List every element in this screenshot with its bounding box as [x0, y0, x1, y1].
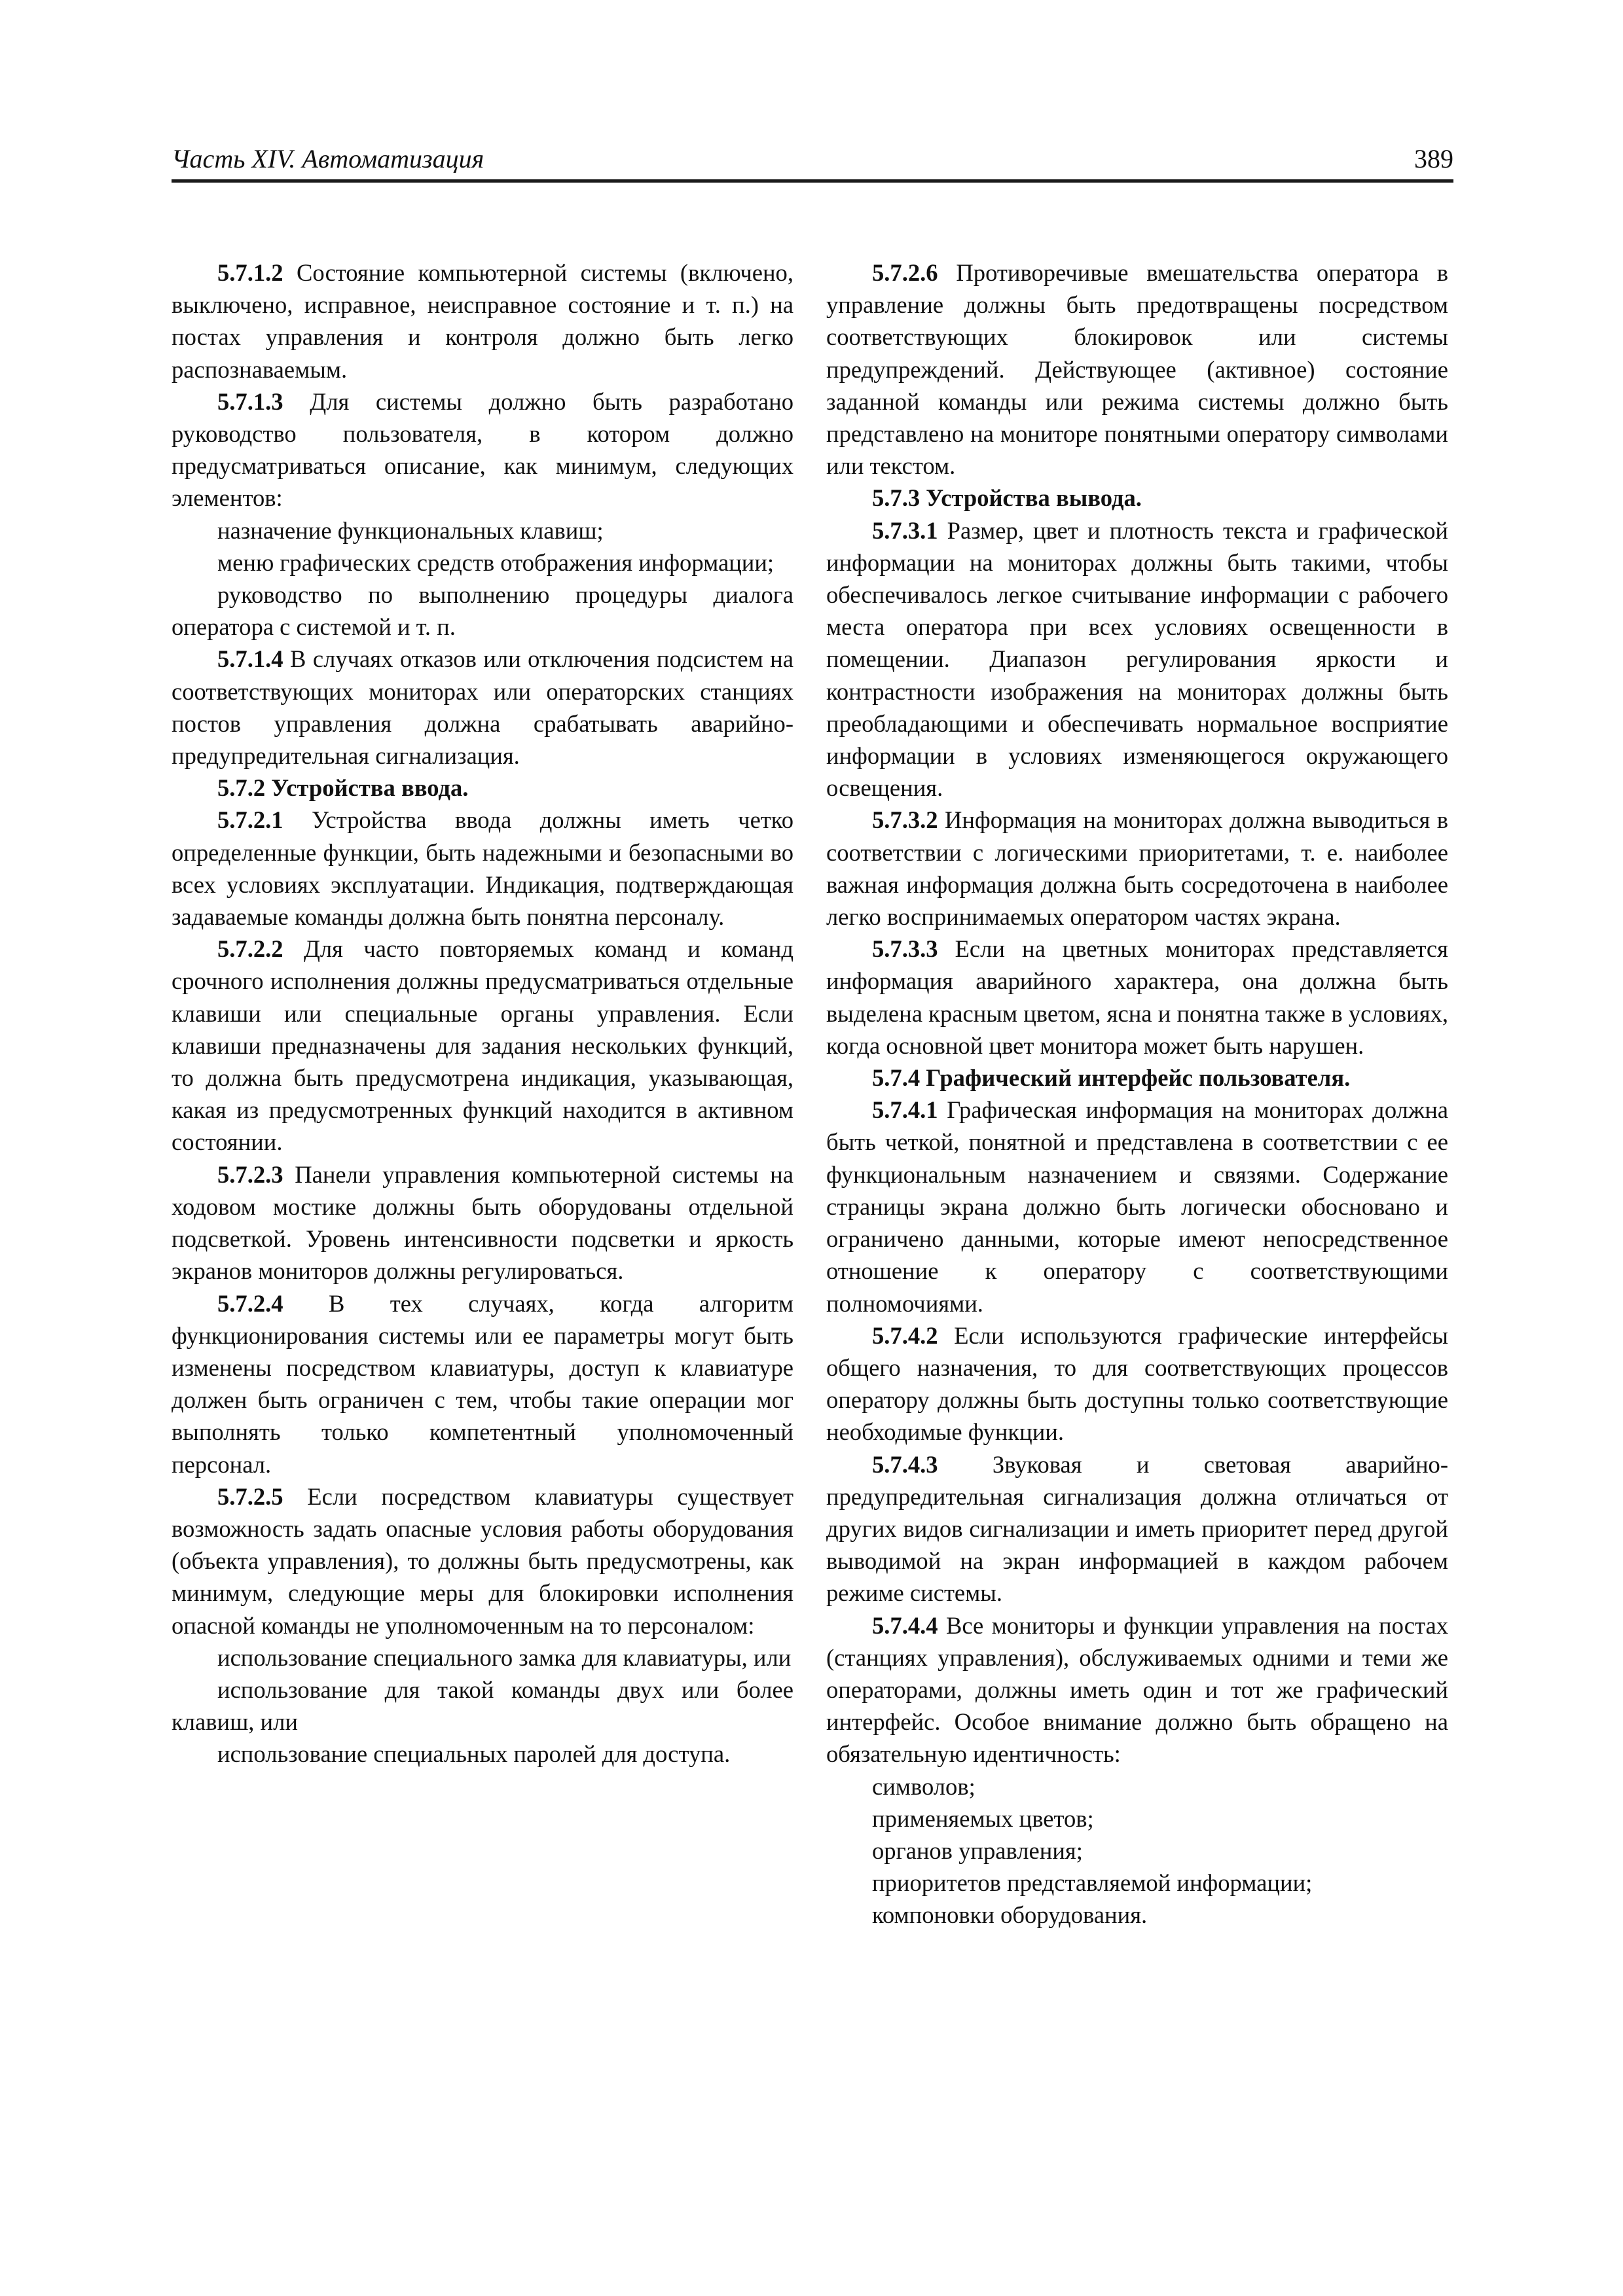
clause-number: 5.7.4.4 — [872, 1611, 938, 1639]
list-item: меню графических средств отображения информации; — [217, 548, 775, 576]
paragraph-5-7-3-2 — [826, 804, 1448, 933]
paragraph-5-7-1-3 — [172, 386, 793, 514]
list-item: использование специального замка для клавиатуры, или — [217, 1643, 792, 1671]
clause-text: Устройства ввода должны иметь четко определенные функции, быть надежными и безопасными во всех условиях эксплуатации. Индикация, подтверждающая задаваемые команды должна быть понятна персоналу. — [172, 806, 793, 931]
paragraph-5-7-4-1 — [826, 1094, 1448, 1319]
paragraph-5-7-2-5 — [172, 1480, 793, 1641]
clause-text: Если посредством клавиатуры существует возможность задать опасные условия работы оборудования (объекта управления), то должны быть предусмотрены, как минимум, следующие меры для блокировки исполнения опасной команды не уполномоченным на то персоналом: — [172, 1482, 793, 1639]
list-item: назначение функциональных клавиш; — [217, 516, 604, 544]
running-header — [172, 143, 1453, 183]
clause-number: 5.7.1.3 — [217, 387, 283, 415]
clause-text: В случаях отказов или отключения подсистем на соответствующих мониторах или операторских станциях постов управления должна срабатывать аварийно-предупредительная сигнализация. — [172, 645, 793, 770]
right-column — [826, 257, 1448, 1931]
clause-text: Для часто повторяемых команд и команд срочного исполнения должны предусматриваться отдельные клавиши или специальные органы управления. Если клавиши предназначены для задания нескольких функций, то должна быть предусмотрена индикация, указывающая, какая из предусмотренных функций находится в активном состоянии. — [172, 935, 793, 1156]
clause-text: Графическая информация на мониторах должна быть четкой, понятной и представлена в соответствии с ее функциональным назначением и связями. Содержание страницы экрана должно быть логически обосновано и ограничено данными, которые имеют непосредственное отношение к оператору с соответствующими полномочиями. — [826, 1096, 1448, 1317]
list-item: использование специальных паролей для доступа. — [217, 1740, 731, 1768]
clause-number: 5.7.3.3 — [872, 935, 938, 963]
clause-text: Если используются графические интерфейсы общего назначения, то для соответствующих процессов оператору должны быть доступны только соответствующие необходимые функции. — [826, 1321, 1448, 1446]
list-item: органов управления; — [872, 1837, 1083, 1864]
paragraph-5-7-1-2 — [172, 257, 793, 386]
paragraph-5-7-2-2 — [172, 933, 793, 1158]
left-column — [172, 257, 793, 1770]
clause-text: Противоречивые вмешательства оператора в управление должны быть предотвращены посредством соответствующих блокировок или системы предупреждений. Действующее (активное) состояние заданной команды или режима системы должно быть представлено на мониторе понятными оператору символами или текстом. — [826, 259, 1448, 480]
paragraph-5-7-2-4 — [172, 1287, 793, 1480]
clause-number: 5.7.4.2 — [872, 1321, 938, 1349]
paragraph-5-7-4-4 — [826, 1609, 1448, 1770]
clause-number: 5.7.4.3 — [872, 1450, 938, 1478]
clause-number: 5.7.2.5 — [217, 1482, 283, 1510]
clause-number: 5.7.2.1 — [217, 806, 283, 834]
page-number: 389 — [1414, 144, 1453, 173]
clause-number: 5.7.3.2 — [872, 806, 938, 834]
clause-number: 5.7.3.1 — [872, 516, 938, 544]
list-item: использование для такой команды двух или более клавиш, или — [172, 1676, 793, 1736]
clause-text: Панели управления компьютерной системы на ходовом мостике должны быть оборудованы отдельной подсветкой. Уровень интенсивности подсветки и яркость экранов мониторов должны регулироваться. — [172, 1160, 793, 1285]
clause-text: Для системы должно быть разработано руководство пользователя, в котором должно предусматриваться описание, как минимум, следующих элементов: — [172, 387, 793, 512]
clause-text: Звуковая и световая аварийно-предупредительная сигнализация должна отличаться от других видов сигнализации и иметь приоритет перед другой выводимой на экран информацией в каждом рабочем режиме системы. — [826, 1450, 1448, 1607]
clause-number: 5.7.1.4 — [217, 645, 283, 673]
paragraph-5-7-4-2 — [826, 1319, 1448, 1448]
clause-number: 5.7.2.4 — [217, 1289, 283, 1317]
list-item: приоритетов представляемой информации; — [872, 1869, 1313, 1897]
clause-number: 5.7.1.2 — [217, 259, 283, 286]
clause-text: Информация на мониторах должна выводиться в соответствии с логическими приоритетами, т. е. наиболее важная информация должна быть сосредоточена в наиболее легко воспринимаемых оператором частях экрана. — [826, 806, 1448, 931]
paragraph-5-7-2-1 — [172, 804, 793, 933]
clause-text: Состояние компьютерной системы (включено, выключено, исправное, неисправное состояние и т. п.) на постах управления и контроля должно быть легко распознаваемым. — [172, 259, 793, 383]
clause-text: Если на цветных мониторах представляется информация аварийного характера, она должна быть выделена красным цветом, ясна и понятна также в условиях, когда основной цвет монитора может быть нарушен. — [826, 935, 1448, 1059]
clause-number: 5.7.2.6 — [872, 259, 938, 286]
list-item: применяемых цветов; — [872, 1804, 1094, 1832]
clause-text: Все мониторы и функции управления на постах (станциях управления), обслуживаемых одними и теми же операторами, должны иметь один и тот же графический интерфейс. Особое внимание должно быть обращено на обязательную идентичность: — [826, 1611, 1448, 1768]
paragraph-5-7-3-1 — [826, 514, 1448, 804]
list-item: руководство по выполнению процедуры диалога оператора с системой и т. п. — [172, 581, 793, 641]
paragraph-5-7-2-3 — [172, 1158, 793, 1287]
list-item: символов; — [872, 1772, 976, 1800]
clause-number: 5.7.2.3 — [217, 1160, 283, 1188]
clause-text: В тех случаях, когда алгоритм функционирования системы или ее параметры могут быть изменены посредством клавиатуры, доступ к клавиатуре должен быть ограничен с тем, чтобы такие операции мог выполнять только компетентный уполномоченный персонал. — [172, 1289, 793, 1478]
paragraph-5-7-3-3 — [826, 933, 1448, 1062]
paragraph-5-7-1-4 — [172, 643, 793, 772]
clause-number: 5.7.4.1 — [872, 1096, 938, 1124]
section-heading-output-devices: 5.7.3 Устройства вывода. — [872, 484, 1142, 512]
paragraph-5-7-4-3 — [826, 1448, 1448, 1609]
clause-number: 5.7.2.2 — [217, 935, 283, 963]
list-item: компоновки оборудования. — [872, 1901, 1148, 1929]
header-title: Часть XIV. Автоматизация — [172, 144, 484, 173]
clause-text: Размер, цвет и плотность текста и графической информации на мониторах должны быть такими, чтобы обеспечивалось легкое считывание информации с рабочего места оператора при всех условиях освещенности в помещении. Диапазон регулирования яркости и контрастности изображения на мониторах должны быть преобладающими и обеспечивать нормальное восприятие информации в условиях изменяющегося окружающего освещения. — [826, 516, 1448, 802]
paragraph-5-7-2-6 — [826, 257, 1448, 482]
section-heading-input-devices: 5.7.2 Устройства ввода. — [217, 774, 469, 802]
section-heading-gui: 5.7.4 Графический интерфейс пользователя. — [872, 1064, 1351, 1092]
